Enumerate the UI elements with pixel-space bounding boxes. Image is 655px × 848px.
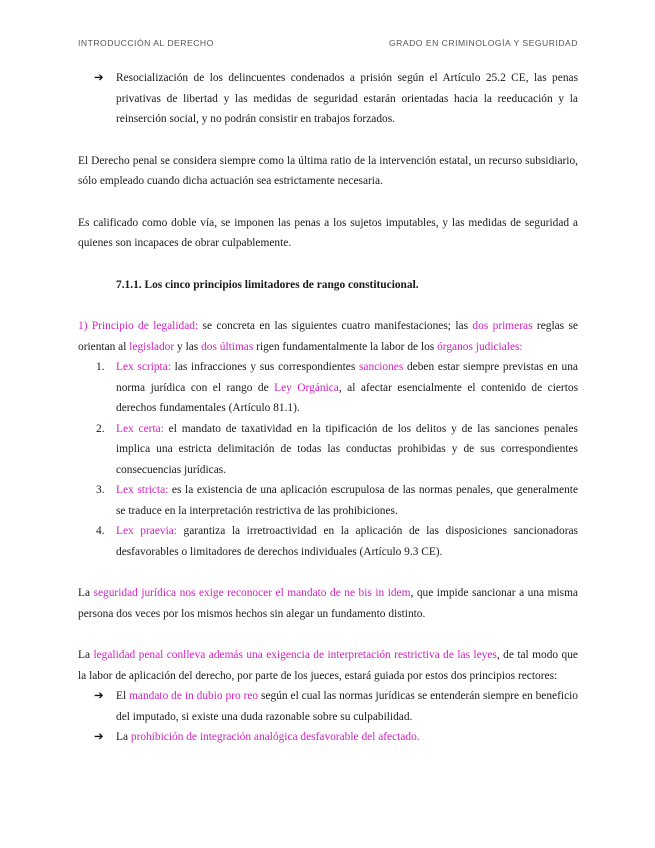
text-run: deben estar siempre previstas en una norma jurídica con el rango de: [116, 361, 578, 394]
list-label: Lex praevia:: [116, 525, 177, 537]
highlight-run: dos últimas: [201, 340, 254, 353]
list-number: 3.: [96, 484, 105, 496]
text-run: La: [116, 731, 131, 743]
highlight-run: seguridad jurídica nos exige reconocer el mandato de ne bis in idem: [93, 587, 411, 599]
text-run: La: [78, 587, 94, 599]
paragraph-legalidad-penal: [78, 645, 578, 686]
list-label: Lex stricta:: [116, 484, 169, 496]
header-left: INTRODUCCIÓN AL DERECHO: [78, 38, 214, 48]
list-item-lex-stricta: [78, 480, 578, 521]
highlight-run: legislador: [129, 340, 175, 353]
highlight-run: Ley Orgánica: [274, 381, 339, 394]
text-run: reglas se orientan al: [78, 320, 578, 353]
highlight-run: legalidad penal conlleva además una exigencia de interpretación restrictiva de las leyes: [93, 649, 497, 661]
text-run: garantiza la irretroactividad en la aplicación de las disposiciones sancionadoras desfavorables o limitadores de derechos individuales (Artículo 9.3 CE).: [116, 525, 578, 558]
list-item-lex-praevia: [78, 521, 578, 562]
text-run: , de tal modo que la labor de aplicación del derecho, por parte de los jueces, estará guiada por estos dos principios rectores:: [78, 649, 578, 682]
section-title: 7.1.1. Los cinco principios limitadores de rango constitucional.: [116, 278, 419, 291]
principle-label: 1) Principio de legalidad:: [78, 320, 199, 332]
text-run: y las: [174, 340, 202, 353]
text-run: La: [78, 649, 94, 661]
list-item-lex-scripta: [78, 357, 578, 419]
text-run: se concreta en las siguientes cuatro manifestaciones; las: [198, 320, 473, 332]
paragraph-ne-bis-in-idem: [78, 583, 578, 624]
text-run: El: [116, 690, 130, 702]
list-number: 4.: [96, 525, 105, 537]
bullet-prohibicion-analogia: [78, 727, 578, 748]
text-run: es la existencia de una aplicación escrupulosa de las normas penales, que generalmente se traduce en la interpretación restrictiva de las prohibiciones.: [116, 484, 578, 517]
text-run: según el cual las normas jurídicas se entenderán siempre en beneficio del imputado, si existe una duda razonable sobre su culpabilidad.: [116, 690, 578, 723]
bullet-resocializacion: [78, 68, 578, 130]
highlight-run: sanciones: [358, 361, 404, 373]
text-run: el mandato de taxatividad en la tipificación de los delitos y de las sanciones penales implica una estricta delimitación de todas las conductas prohibidas y de sus correspondientes consecuencias jurídicas.: [116, 422, 578, 476]
list-item-lex-certa: [78, 419, 578, 481]
paragraph-principio-legalidad: [78, 316, 578, 357]
list-label: Lex certa:: [116, 422, 164, 435]
text-run: , que impide sancionar a una misma persona dos veces por los mismos hechos sin alegar un fundamento distinto.: [78, 587, 578, 620]
paragraph-ultima-ratio: El Derecho penal se considera siempre como la última ratio de la intervención estatal, un recurso subsidiario, sólo empleado cuando dicha actuación sea estrictamente necesaria.: [78, 154, 578, 187]
arrow-icon: ➔: [94, 72, 104, 84]
paragraph-doble-via: Es calificado como doble vía, se imponen las penas a los sujetos imputables, y las medidas de seguridad a quienes son incapaces de obrar culpablemente.: [78, 216, 578, 249]
highlight-run: órganos judiciales:: [437, 340, 523, 353]
list-number: 2.: [96, 422, 105, 435]
text-run: rigen fundamentalmente la labor de los: [253, 340, 438, 353]
document-body: [78, 68, 578, 748]
highlight-run: mandato de in dubio pro reo: [129, 690, 259, 702]
bullet-text: Resocialización de los delincuentes condenados a prisión según el Artículo 25.2 CE, las penas privativas de libertad y las medidas de seguridad estarán orientadas hacia la reeducación y la reinserción social, y no podrán consistir en trabajos forzados.: [116, 72, 578, 125]
text-run: , al afectar esencialmente el contenido de ciertos derechos fundamentales (Artículo 81.1).: [116, 381, 579, 414]
list-number: 1.: [96, 361, 105, 373]
highlight-run: dos primeras: [472, 320, 533, 332]
arrow-icon: ➔: [94, 690, 104, 702]
header-right: GRADO EN CRIMINOLOGÍA Y SEGURIDAD: [388, 38, 578, 48]
arrow-icon: ➔: [94, 731, 104, 743]
bullet-in-dubio-pro-reo: [78, 686, 578, 727]
highlight-run: prohibición de integración analógica desfavorable del afectado.: [130, 731, 420, 743]
list-label: Lex scripta:: [116, 361, 171, 373]
text-run: las infracciones y sus correspondientes: [170, 361, 359, 373]
